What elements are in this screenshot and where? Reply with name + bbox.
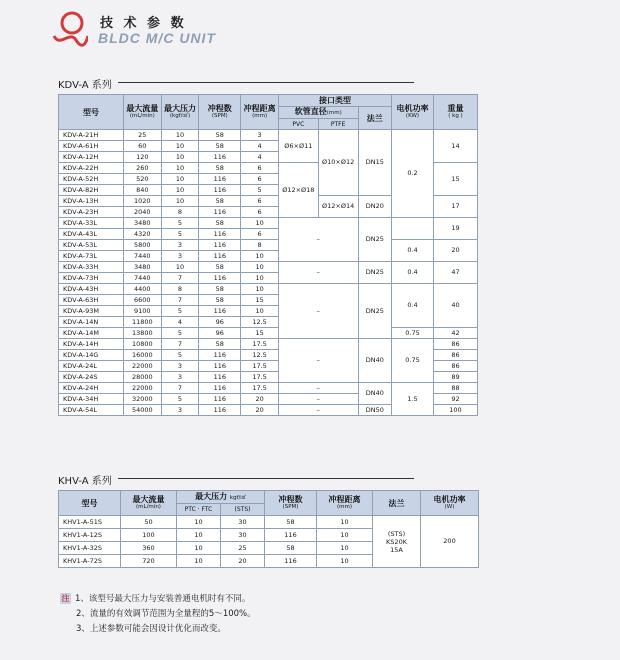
- notes-block: [60, 592, 256, 637]
- flange-cell: DN25: [358, 218, 392, 262]
- khv-series-title: KHV-A 系列: [58, 476, 112, 487]
- khv-spec-table: [58, 490, 479, 568]
- value-cell: 15: [241, 295, 279, 306]
- value-cell: 100: [121, 529, 177, 542]
- value-cell: 10: [241, 273, 279, 284]
- value-cell: 10: [241, 306, 279, 317]
- value-cell: 58: [265, 542, 317, 555]
- value-cell: 6: [241, 196, 279, 207]
- value-cell: 10: [161, 174, 199, 185]
- flange-cell: DN25: [358, 284, 392, 339]
- power-cell: 0.2: [392, 130, 434, 218]
- value-cell: 10: [241, 262, 279, 273]
- model-cell: KDV-A-43H: [59, 284, 124, 295]
- value-cell: 7: [161, 383, 199, 394]
- weight-cell: 15: [433, 163, 477, 196]
- note-1: 注 1、该型号最大压力与安装普通电机时有不同。: [61, 594, 251, 604]
- value-cell: 6: [241, 163, 279, 174]
- value-cell: 30: [221, 529, 265, 542]
- hose-none: –: [278, 339, 358, 383]
- value-cell: 5: [161, 306, 199, 317]
- note-3: 3、上述参数可能会因设计优化而改变。: [76, 624, 226, 634]
- value-cell: 58: [199, 284, 241, 295]
- value-cell: 4: [241, 141, 279, 152]
- model-cell: KDV-A-43L: [59, 229, 124, 240]
- flange-cell: DN40: [358, 339, 392, 383]
- khv-series-rule: [118, 478, 414, 479]
- model-cell: KDV-A-23H: [59, 207, 124, 218]
- col-spm: 冲程数 (SPM): [265, 491, 317, 516]
- hose-none: –: [278, 405, 358, 416]
- col-flow: 最大流量 (mL/min): [121, 491, 177, 516]
- value-cell: 7: [161, 339, 199, 350]
- value-cell: 10: [161, 196, 199, 207]
- value-cell: 10: [317, 529, 373, 542]
- col-power: 电机功率 (KW): [392, 95, 434, 130]
- value-cell: 17.5: [241, 372, 279, 383]
- col-ptc-ftc: PTC · FTC: [177, 504, 221, 516]
- value-cell: 58: [199, 130, 241, 141]
- weight-cell: 92: [433, 394, 477, 405]
- value-cell: 25: [221, 542, 265, 555]
- model-cell: KDV-A-53L: [59, 240, 124, 251]
- col-port: 接口类型: [278, 95, 391, 107]
- power-cell: 0.75: [392, 339, 434, 383]
- model-cell: KHV1-A-12S: [59, 529, 121, 542]
- table-row: [59, 284, 478, 295]
- value-cell: 30: [221, 516, 265, 529]
- kdv-series-rule: [118, 82, 414, 83]
- value-cell: 120: [123, 152, 161, 163]
- table-row: [59, 339, 478, 350]
- model-cell: KDV-A-24H: [59, 383, 124, 394]
- value-cell: 116: [199, 229, 241, 240]
- value-cell: 5: [241, 185, 279, 196]
- weight-cell: 86: [433, 361, 477, 372]
- hose-none: –: [278, 383, 358, 394]
- value-cell: 116: [199, 372, 241, 383]
- value-cell: 116: [199, 251, 241, 262]
- model-cell: KDV-A-12H: [59, 152, 124, 163]
- value-cell: 58: [199, 141, 241, 152]
- weight-cell: 88: [433, 383, 477, 394]
- model-cell: KHV1-A-51S: [59, 516, 121, 529]
- value-cell: 10800: [123, 339, 161, 350]
- value-cell: 20: [241, 405, 279, 416]
- value-cell: 116: [199, 207, 241, 218]
- col-flange: 法兰: [373, 491, 421, 516]
- hose-none: –: [278, 284, 358, 339]
- model-cell: KDV-A-21H: [59, 130, 124, 141]
- weight-cell: 40: [433, 284, 477, 328]
- value-cell: 10: [177, 529, 221, 542]
- value-cell: 11800: [123, 317, 161, 328]
- value-cell: 5: [161, 218, 199, 229]
- value-cell: 22000: [123, 383, 161, 394]
- value-cell: 7440: [123, 251, 161, 262]
- value-cell: 116: [199, 240, 241, 251]
- model-cell: KDV-A-14M: [59, 328, 124, 339]
- col-weight: 重量 ( kg ): [433, 95, 477, 130]
- weight-cell: 19: [433, 218, 477, 240]
- value-cell: 3: [161, 361, 199, 372]
- col-hose: 软管直径(mm): [278, 107, 358, 119]
- value-cell: 12.5: [241, 317, 279, 328]
- value-cell: 10: [161, 130, 199, 141]
- power-cell: 0.75: [392, 328, 434, 339]
- weight-cell: 86: [433, 350, 477, 361]
- value-cell: 6: [241, 229, 279, 240]
- value-cell: 3: [241, 130, 279, 141]
- value-cell: 116: [199, 383, 241, 394]
- weight-cell: 89: [433, 372, 477, 383]
- value-cell: 5: [161, 328, 199, 339]
- value-cell: 25: [123, 130, 161, 141]
- col-pvc: PVC: [278, 119, 318, 130]
- value-cell: 4: [161, 317, 199, 328]
- note-2: 2、流量的有效调节范围为全量程的5～100%。: [76, 609, 256, 619]
- value-cell: 10: [161, 141, 199, 152]
- value-cell: 58: [199, 196, 241, 207]
- value-cell: 10: [241, 284, 279, 295]
- flange-cell: DN20: [358, 196, 392, 218]
- page-subtitle: BLDC M/C UNIT: [98, 30, 216, 46]
- model-cell: KDV-A-14N: [59, 317, 124, 328]
- value-cell: 7440: [123, 273, 161, 284]
- value-cell: 3: [161, 372, 199, 383]
- value-cell: 10: [177, 542, 221, 555]
- value-cell: 58: [199, 218, 241, 229]
- value-cell: 840: [123, 185, 161, 196]
- model-cell: KDV-A-13H: [59, 196, 124, 207]
- model-cell: KDV-A-61H: [59, 141, 124, 152]
- value-cell: 3480: [123, 262, 161, 273]
- weight-cell: 20: [433, 240, 477, 262]
- value-cell: 116: [199, 361, 241, 372]
- model-cell: KDV-A-73H: [59, 273, 124, 284]
- value-cell: 5: [161, 394, 199, 405]
- model-cell: KDV-A-52H: [59, 174, 124, 185]
- table-row: [59, 130, 478, 141]
- weight-cell: 14: [433, 130, 477, 163]
- model-cell: KDV-A-73L: [59, 251, 124, 262]
- value-cell: 10: [161, 185, 199, 196]
- company-logo-icon: [52, 10, 88, 50]
- value-cell: 3: [161, 240, 199, 251]
- col-pressure: 最大压力 (kgf/㎠): [161, 95, 199, 130]
- value-cell: 10: [161, 152, 199, 163]
- value-cell: 10: [317, 516, 373, 529]
- value-cell: 2040: [123, 207, 161, 218]
- value-cell: 260: [123, 163, 161, 174]
- value-cell: 32000: [123, 394, 161, 405]
- page-title: 技 术 参 数: [100, 16, 187, 31]
- col-pressure: 最大压力 kgf/㎠: [177, 491, 265, 504]
- col-flow: 最大流量 (mL/min): [123, 95, 161, 130]
- value-cell: 116: [199, 273, 241, 284]
- ptfe-size: Ø12×Ø14: [318, 196, 358, 218]
- col-power: 电机功率 (W): [421, 491, 479, 516]
- value-cell: 20: [221, 555, 265, 568]
- weight-cell: 47: [433, 262, 477, 284]
- model-cell: KDV-A-63H: [59, 295, 124, 306]
- table-row: [59, 328, 478, 339]
- value-cell: 58: [199, 163, 241, 174]
- model-cell: KDV-A-24S: [59, 372, 124, 383]
- value-cell: 116: [199, 394, 241, 405]
- value-cell: 10: [161, 262, 199, 273]
- weight-cell: 100: [433, 405, 477, 416]
- value-cell: 116: [265, 529, 317, 542]
- kdv-spec-table: [58, 94, 478, 416]
- kdv-series-title: KDV-A 系列: [58, 80, 112, 91]
- hose-none: –: [278, 394, 358, 405]
- flange-cell: DN25: [358, 262, 392, 284]
- table-row: [59, 240, 478, 251]
- table-row: [59, 218, 478, 229]
- value-cell: 5800: [123, 240, 161, 251]
- model-cell: KDV-A-22H: [59, 163, 124, 174]
- value-cell: 22000: [123, 361, 161, 372]
- value-cell: 96: [199, 317, 241, 328]
- value-cell: 5: [161, 350, 199, 361]
- value-cell: 116: [199, 306, 241, 317]
- col-model: 型号: [59, 491, 121, 516]
- model-cell: KDV-A-82H: [59, 185, 124, 196]
- col-sts: (STS): [221, 504, 265, 516]
- value-cell: 10: [177, 516, 221, 529]
- value-cell: 17.5: [241, 361, 279, 372]
- model-cell: KHV1-A-72S: [59, 555, 121, 568]
- col-ptfe: PTFE: [318, 119, 358, 130]
- weight-cell: 17: [433, 196, 477, 218]
- col-model: 型号: [59, 95, 124, 130]
- value-cell: 720: [121, 555, 177, 568]
- table-row: [59, 383, 478, 394]
- note-mark: 注: [61, 594, 70, 603]
- flange-cell: DN15: [358, 130, 392, 196]
- value-cell: 1020: [123, 196, 161, 207]
- value-cell: 116: [199, 152, 241, 163]
- value-cell: 7: [161, 295, 199, 306]
- value-cell: 58: [265, 516, 317, 529]
- value-cell: 58: [199, 262, 241, 273]
- power-cell: 0.4: [392, 240, 434, 262]
- value-cell: 10: [241, 218, 279, 229]
- value-cell: 9100: [123, 306, 161, 317]
- model-cell: KDV-A-54L: [59, 405, 124, 416]
- value-cell: 116: [199, 405, 241, 416]
- value-cell: 10: [317, 555, 373, 568]
- weight-cell: 42: [433, 328, 477, 339]
- table-row: [59, 516, 479, 529]
- value-cell: 4320: [123, 229, 161, 240]
- value-cell: 16000: [123, 350, 161, 361]
- value-cell: 8: [161, 284, 199, 295]
- hose-none: –: [278, 218, 358, 262]
- value-cell: 10: [177, 555, 221, 568]
- value-cell: 50: [121, 516, 177, 529]
- flange-cell: (STS) KS20K 15A: [373, 516, 421, 568]
- model-cell: KDV-A-33L: [59, 218, 124, 229]
- value-cell: 8: [161, 207, 199, 218]
- model-cell: KDV-A-14G: [59, 350, 124, 361]
- model-cell: KDV-A-14H: [59, 339, 124, 350]
- col-stroke: 冲程距离 (mm): [241, 95, 279, 130]
- value-cell: 13800: [123, 328, 161, 339]
- flange-cell: DN50: [358, 405, 392, 416]
- power-cell: 200: [421, 516, 479, 568]
- value-cell: 116: [265, 555, 317, 568]
- pvc-size: Ø12×Ø18: [278, 163, 318, 218]
- value-cell: 3: [161, 251, 199, 262]
- value-cell: 3: [161, 405, 199, 416]
- value-cell: 10: [241, 251, 279, 262]
- col-flange: 法兰: [358, 107, 392, 130]
- power-cell: 0.4: [392, 284, 434, 328]
- value-cell: 6: [241, 174, 279, 185]
- value-cell: 17.5: [241, 339, 279, 350]
- value-cell: 96: [199, 328, 241, 339]
- value-cell: 54000: [123, 405, 161, 416]
- hose-none: –: [278, 262, 358, 284]
- value-cell: 58: [199, 295, 241, 306]
- model-cell: KDV-A-93M: [59, 306, 124, 317]
- value-cell: 116: [199, 350, 241, 361]
- value-cell: 12.5: [241, 350, 279, 361]
- power-blank: [392, 218, 434, 240]
- model-cell: KDV-A-33H: [59, 262, 124, 273]
- power-cell: 0.4: [392, 262, 434, 284]
- ptfe-size: Ø10×Ø12: [318, 130, 358, 196]
- value-cell: 3480: [123, 218, 161, 229]
- value-cell: 10: [161, 163, 199, 174]
- value-cell: 60: [123, 141, 161, 152]
- value-cell: 6: [241, 207, 279, 218]
- value-cell: 520: [123, 174, 161, 185]
- value-cell: 116: [199, 174, 241, 185]
- weight-cell: 86: [433, 339, 477, 350]
- value-cell: 28000: [123, 372, 161, 383]
- model-cell: KHV1-A-32S: [59, 542, 121, 555]
- value-cell: 17.5: [241, 383, 279, 394]
- value-cell: 58: [199, 339, 241, 350]
- model-cell: KDV-A-34H: [59, 394, 124, 405]
- value-cell: 10: [317, 542, 373, 555]
- col-stroke: 冲程距离 (mm): [317, 491, 373, 516]
- value-cell: 6600: [123, 295, 161, 306]
- value-cell: 7: [161, 273, 199, 284]
- value-cell: 4: [241, 152, 279, 163]
- model-cell: KDV-A-24L: [59, 361, 124, 372]
- value-cell: 15: [241, 328, 279, 339]
- table-row: [59, 262, 478, 273]
- value-cell: 4400: [123, 284, 161, 295]
- value-cell: 20: [241, 394, 279, 405]
- value-cell: 8: [241, 240, 279, 251]
- power-cell: 1.5: [392, 383, 434, 416]
- pvc-size: Ø6×Ø11: [278, 130, 318, 163]
- value-cell: 116: [199, 185, 241, 196]
- value-cell: 360: [121, 542, 177, 555]
- col-spm: 冲程数 (SPM): [199, 95, 241, 130]
- value-cell: 5: [161, 229, 199, 240]
- flange-cell: DN40: [358, 383, 392, 405]
